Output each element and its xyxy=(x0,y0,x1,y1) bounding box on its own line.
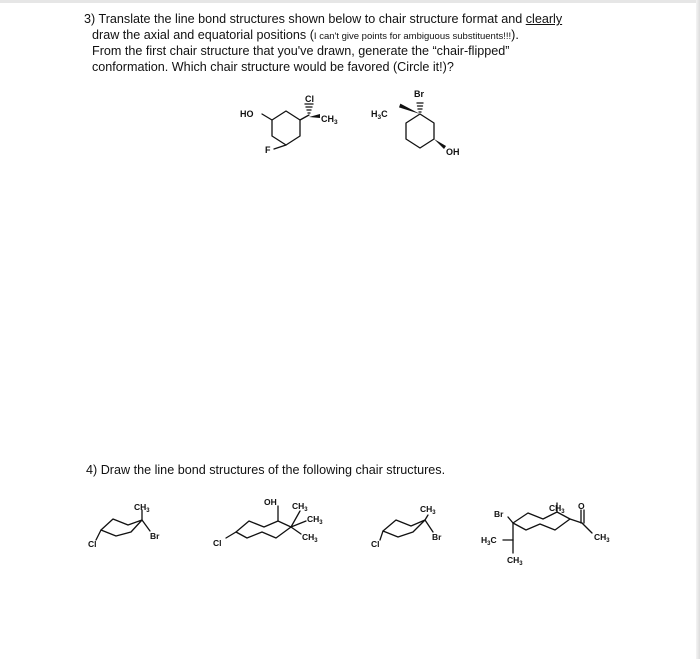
ch3-label: $CH_3$ xyxy=(420,504,436,516)
ch3-top-label: $CH_3$ xyxy=(549,503,565,515)
o-label: O xyxy=(578,501,585,511)
ch3-right-bond xyxy=(582,523,592,533)
h3c-label: $H_3C$ xyxy=(481,535,497,547)
ch3-bottom-label: $CH_3$ xyxy=(302,532,318,544)
cl-label: Cl xyxy=(305,94,314,104)
oh-label: OH xyxy=(446,147,460,157)
question-3-line-3: From the first chair structure that you've drawn, generate the “chair-flipped” xyxy=(92,44,510,59)
h3c-label: $H_3C$ xyxy=(371,109,388,121)
br-label: Br xyxy=(432,532,442,542)
br-bond xyxy=(508,517,513,523)
ch3-label: $CH_3$ xyxy=(134,502,150,514)
carbonyl-carbon-bond xyxy=(570,519,582,523)
f-label: F xyxy=(265,145,271,155)
br-label: Br xyxy=(494,509,504,519)
cl-label: Cl xyxy=(371,539,380,549)
question-3-line-2: draw the axial and equatorial positions (I can't give points for ambiguous substituents!!!). xyxy=(92,27,519,42)
ch3-right-label: $CH_3$ xyxy=(594,532,610,544)
br-label: Br xyxy=(414,89,425,99)
ch3-top-label: $CH_3$ xyxy=(292,501,308,513)
ch3-right-label: $CH_3$ xyxy=(307,514,323,526)
question-3-line-1: 3) Translate the line bond structures shown below to chair structure format and clearly xyxy=(84,12,563,26)
oh-label: OH xyxy=(264,497,277,507)
ch3-bottom-label: $CH_3$ xyxy=(507,555,523,567)
cl-label: Cl xyxy=(213,538,222,548)
question-4: 4) Draw the line bond structures of the following chair structures. xyxy=(86,463,446,477)
cl-label: Cl xyxy=(88,539,97,549)
br-label: Br xyxy=(150,531,160,541)
ho-label: HO xyxy=(240,109,254,119)
question-3-line-4: conformation. Which chair structure would be favored (Circle it!)? xyxy=(92,59,454,74)
ch3-label: $CH_3$ xyxy=(321,114,338,126)
